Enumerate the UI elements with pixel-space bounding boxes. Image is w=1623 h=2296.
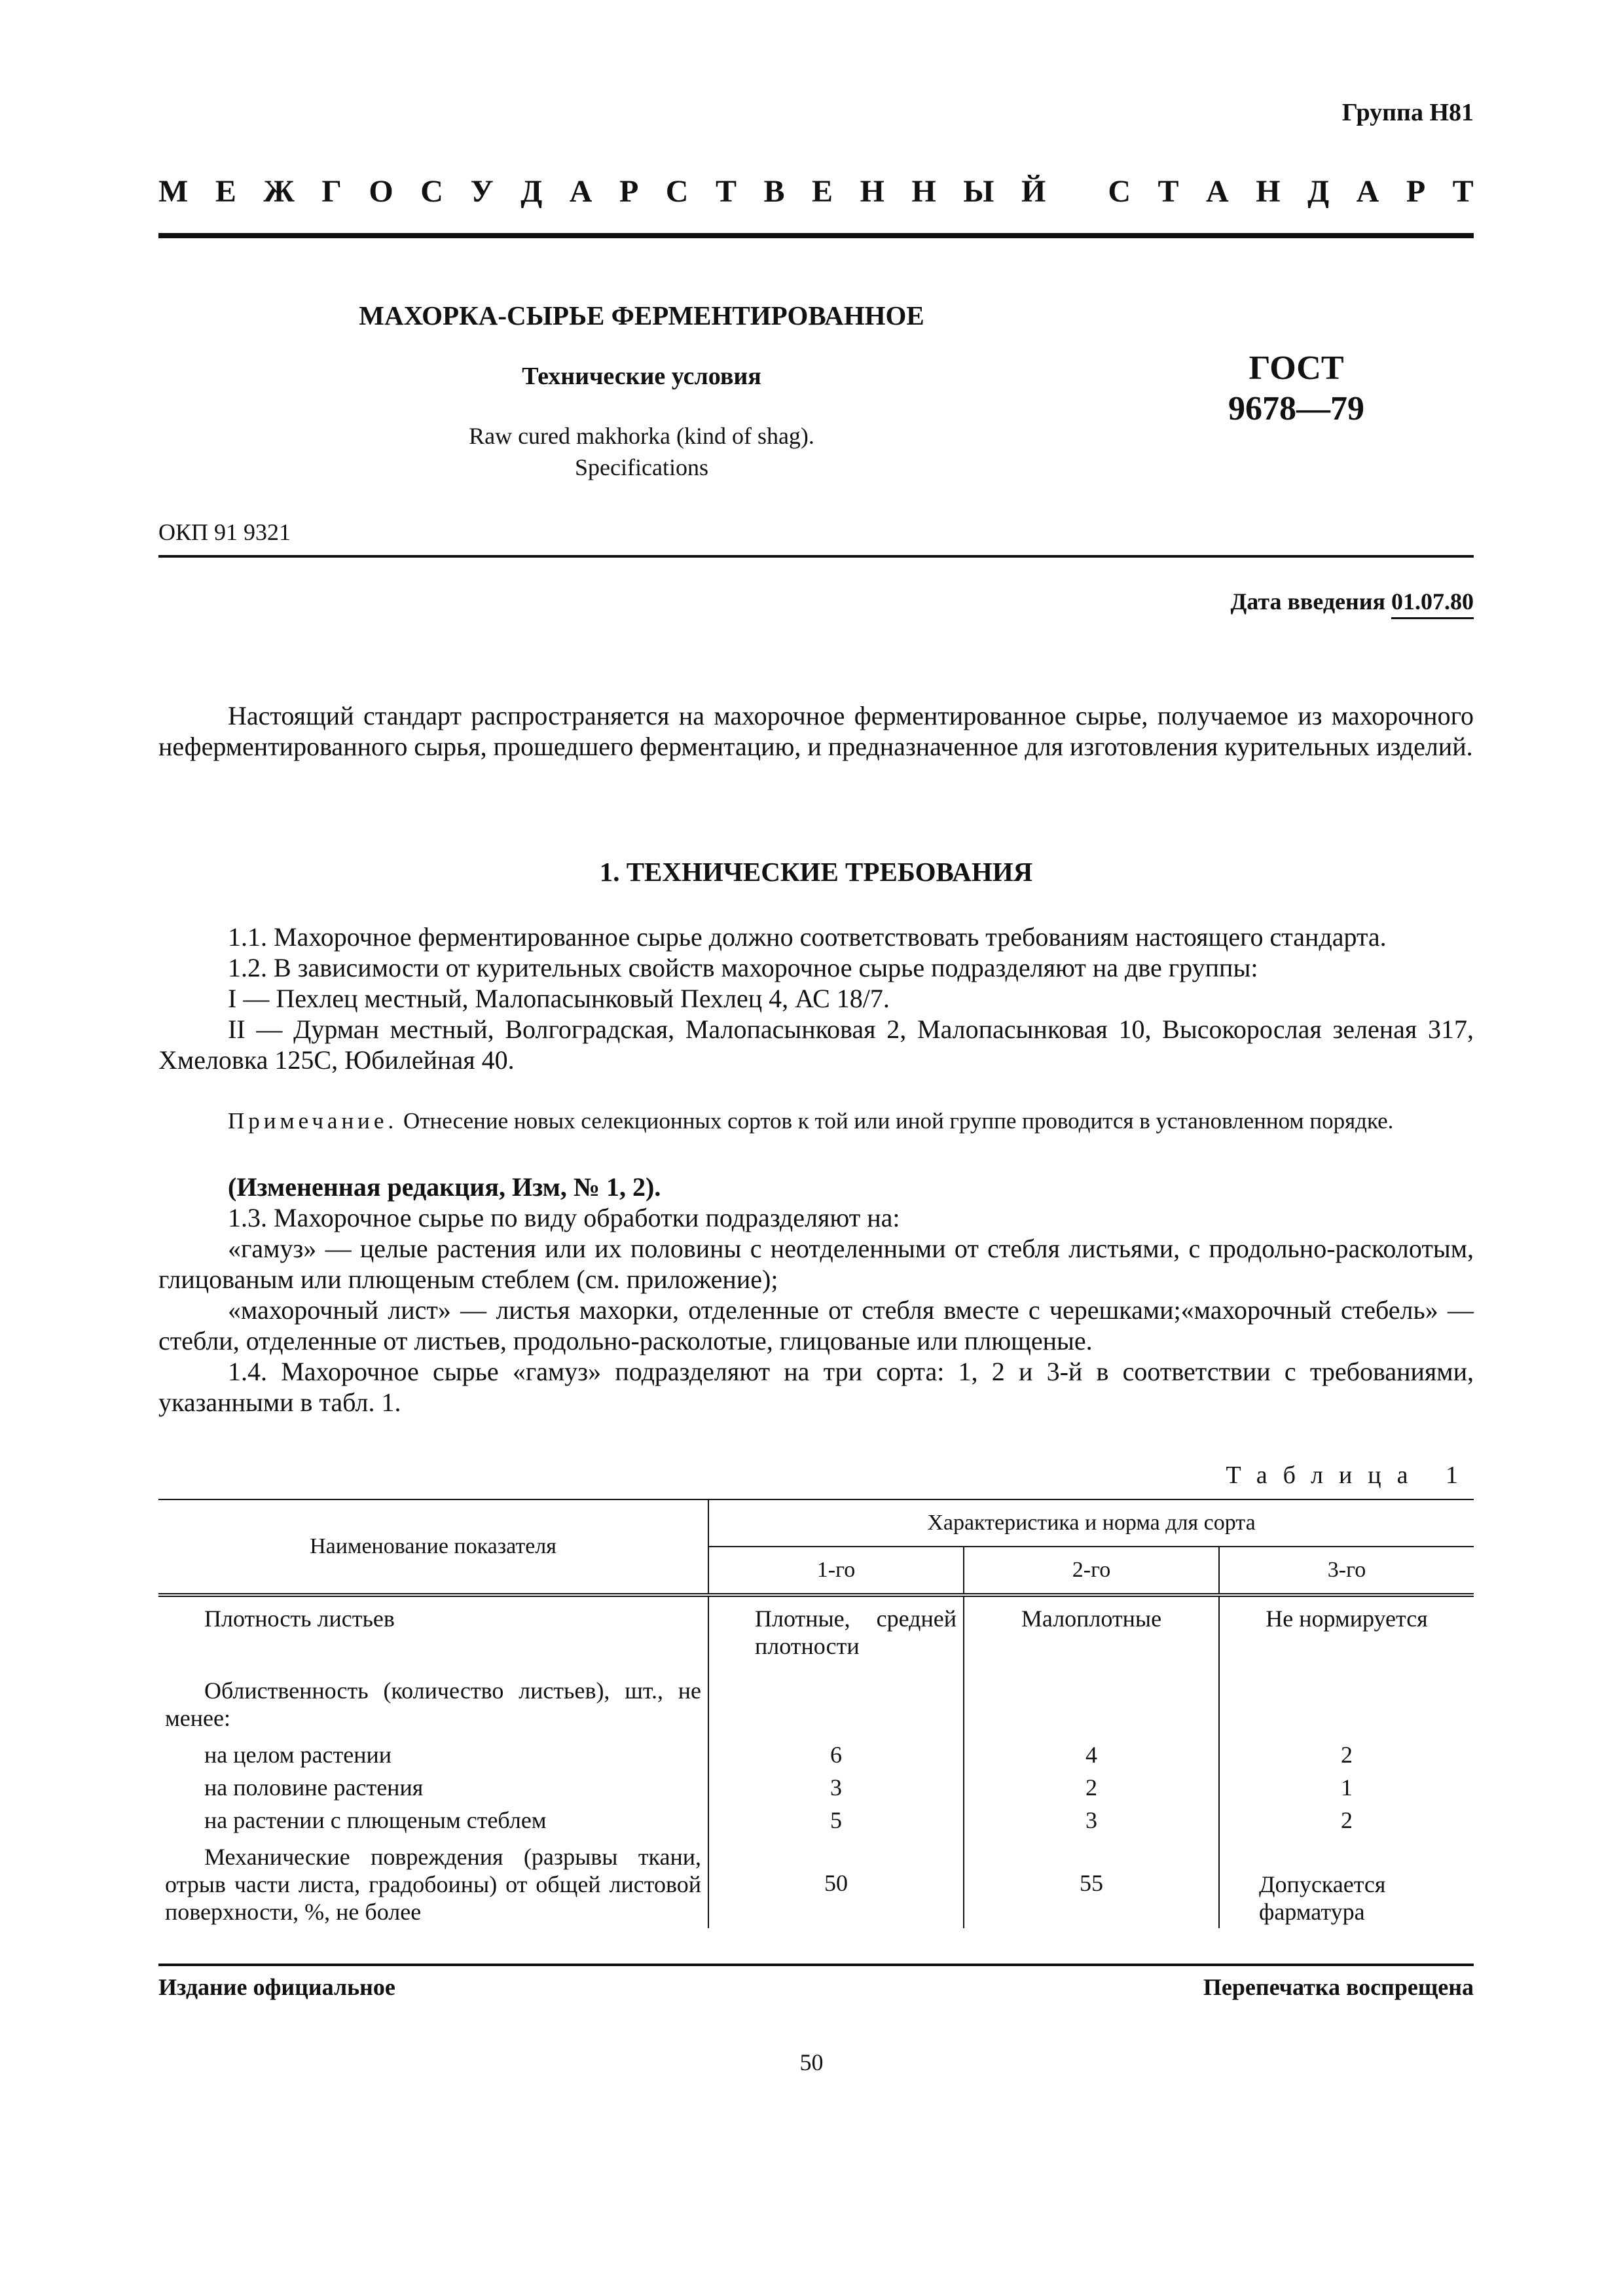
group-i: I — Пехлец местный, Малопасынковый Пехлец 4, АС 18/7. (228, 984, 890, 1013)
table-row (158, 1734, 1474, 1771)
table-header-row (158, 1499, 1474, 1547)
row-damage-g1: 50 (708, 1837, 964, 1928)
heading-letter: У (470, 174, 494, 209)
header-rule (158, 233, 1474, 238)
header-grade-3: 3-го (1219, 1547, 1474, 1595)
heading-letter: Т (1452, 174, 1474, 209)
document-title: МАХОРКА-СЫРЬЕ ФЕРМЕНТИРОВАННОЕ (359, 300, 924, 331)
heading-letter: Й (1021, 174, 1046, 209)
row-damage-g2: 55 (964, 1837, 1219, 1928)
english-title-line1: Raw cured makhorka (kind of shag). (469, 423, 814, 449)
row-whole-g2: 4 (964, 1734, 1219, 1771)
row-density-g2: Малоплотные (964, 1595, 1219, 1662)
row-whole-g1: 6 (708, 1734, 964, 1771)
heading-letter: Р (619, 174, 639, 209)
clause-1-1: 1.1. Махорочное ферментированное сырье должно соответствовать требованиям настоящего стандарта. (228, 922, 1387, 952)
table-row (158, 1662, 1474, 1734)
table-row (158, 1771, 1474, 1804)
heading-letter: В (763, 174, 785, 209)
note (158, 1106, 1474, 1136)
table-row (158, 1595, 1474, 1662)
header-grade-group: Характеристика и норма для сорта (708, 1499, 1474, 1547)
heading-letter: С (665, 174, 689, 209)
clause-1-3: 1.3. Махорочное сырье по виду обработки подразделяют на: (228, 1203, 900, 1232)
group-ii: II — Дурман местный, Волгоградская, Малопасынковая 2, Малопасынковая 10, Высокорослая зеленая 317, Хмеловка 125С, Юбилейная 40. (158, 1014, 1474, 1075)
note-label: Примечание. (228, 1108, 398, 1134)
okp-code: ОКП 91 9321 (158, 519, 291, 545)
row-half-label: на половине растения (204, 1774, 424, 1801)
table-label: Таблица 1 (1226, 1462, 1474, 1489)
heading-letter: Д (1307, 174, 1330, 209)
title-block-rule (158, 555, 1474, 558)
row-density-label: Плотность листьев (204, 1605, 395, 1632)
heading-letter: Р (1406, 174, 1426, 209)
group-code: Группа Н81 (1341, 99, 1474, 126)
row-density-g1: Плотные, средней плотности (708, 1595, 964, 1662)
english-title (158, 420, 1125, 483)
heading-letter: Т (715, 174, 737, 209)
heading-letter: Д (520, 174, 543, 209)
interstate-standard-heading (158, 173, 1474, 209)
clause-1-4: 1.4. Махорочное сырье «гамуз» подразделяют на три сорта: 1, 2 и 3-й в соответствии с требованиями, указанными в табл. 1. (158, 1357, 1474, 1417)
intro-paragraph: Настоящий стандарт распространяется на махорочное ферментированное сырье, получаемое из махорочного неферментированного сырья, прошедшего ферментацию, и предназначенное для изготовления курительных изделий. (158, 701, 1474, 761)
heading-letter (1073, 173, 1081, 209)
page-number: 50 (799, 2049, 824, 2075)
table-row (158, 1837, 1474, 1928)
gost-label: ГОСТ (1249, 350, 1344, 387)
heading-letter: Ж (263, 174, 295, 209)
heading-letter: О (369, 174, 393, 209)
document-subtitle: Технические условия (522, 363, 761, 390)
english-title-line2: Specifications (575, 454, 708, 480)
heading-letter: А (569, 174, 593, 209)
heading-letter: Е (215, 174, 236, 209)
amended-edition: (Измененная редакция, Изм, № 1, 2). (228, 1172, 661, 1202)
row-half-g3: 1 (1219, 1771, 1474, 1804)
introduction-date (1231, 588, 1474, 615)
table-1 (158, 1499, 1474, 1928)
note-text: Отнесение новых селекционных сортов к той или иной группе проводится в установленном порядке. (403, 1108, 1394, 1134)
header-grade-2: 2-го (964, 1547, 1219, 1595)
gost-designation (1178, 348, 1414, 429)
heading-letter: Е (812, 174, 833, 209)
heading-letter: Т (1158, 174, 1179, 209)
section-body-2 (158, 1172, 1474, 1418)
heading-letter: С (420, 174, 443, 209)
heading-letter: Н (1256, 174, 1281, 209)
row-leafiness-label: Облиственность (количество листьев), шт., не менее: (165, 1677, 701, 1731)
section-heading: 1. ТЕХНИЧЕСКИЕ ТРЕБОВАНИЯ (599, 857, 1033, 887)
row-damage-g3: Допускается фарматура (1219, 1837, 1474, 1928)
date-label: Дата введения (1230, 588, 1385, 615)
row-flattened-g3: 2 (1219, 1804, 1474, 1837)
official-edition: Издание официальное (158, 1974, 395, 2000)
reprint-prohibited: Перепечатка воспрещена (1203, 1974, 1474, 2000)
row-density-g3: Не нормируется (1219, 1595, 1474, 1662)
gost-number: 9678—79 (1228, 390, 1364, 427)
gamuz-definition: «гамуз» — целые растения или их половины с неотделенными от стебля листьями, с продольно-расколотым, глицованым или плющеным стеблем (см. приложение); (158, 1234, 1474, 1294)
row-flattened-g1: 5 (708, 1804, 964, 1837)
row-half-g1: 3 (708, 1771, 964, 1804)
heading-letter: А (1206, 174, 1229, 209)
date-value: 01.07.80 (1391, 588, 1474, 619)
heading-letter: С (1108, 174, 1131, 209)
heading-letter: Н (860, 174, 884, 209)
row-damage-label: Механические повреждения (разрывы ткани, отрыв части листа, градобоины) от общей листовой поверхности, %, не более (165, 1844, 701, 1925)
heading-letter: А (1356, 174, 1379, 209)
heading-letter: М (158, 174, 189, 209)
header-grade-1: 1-го (708, 1547, 964, 1595)
heading-letter: Ы (963, 174, 994, 209)
row-flattened-g2: 3 (964, 1804, 1219, 1837)
heading-letter: Г (321, 174, 342, 209)
heading-letter: Н (911, 174, 936, 209)
table-row (158, 1804, 1474, 1837)
row-whole-g3: 2 (1219, 1734, 1474, 1771)
row-whole-label: на целом растении (204, 1742, 392, 1768)
leaf-stem-definition: «махорочный лист» — листья махорки, отделенные от стебля вместе с черешками;«махорочный стебель» — стебли, отделенные от листьев, продольно-расколотые, глицованые или плющеные. (158, 1295, 1474, 1355)
row-half-g2: 2 (964, 1771, 1219, 1804)
header-indicator: Наименование показателя (158, 1499, 708, 1595)
clause-1-2: 1.2. В зависимости от курительных свойств махорочное сырье подразделяют на две группы: (228, 953, 1258, 982)
footer-rule (158, 1964, 1474, 1966)
row-flattened-label: на растении с плющеным стеблем (204, 1807, 547, 1833)
section-body (158, 922, 1474, 1075)
